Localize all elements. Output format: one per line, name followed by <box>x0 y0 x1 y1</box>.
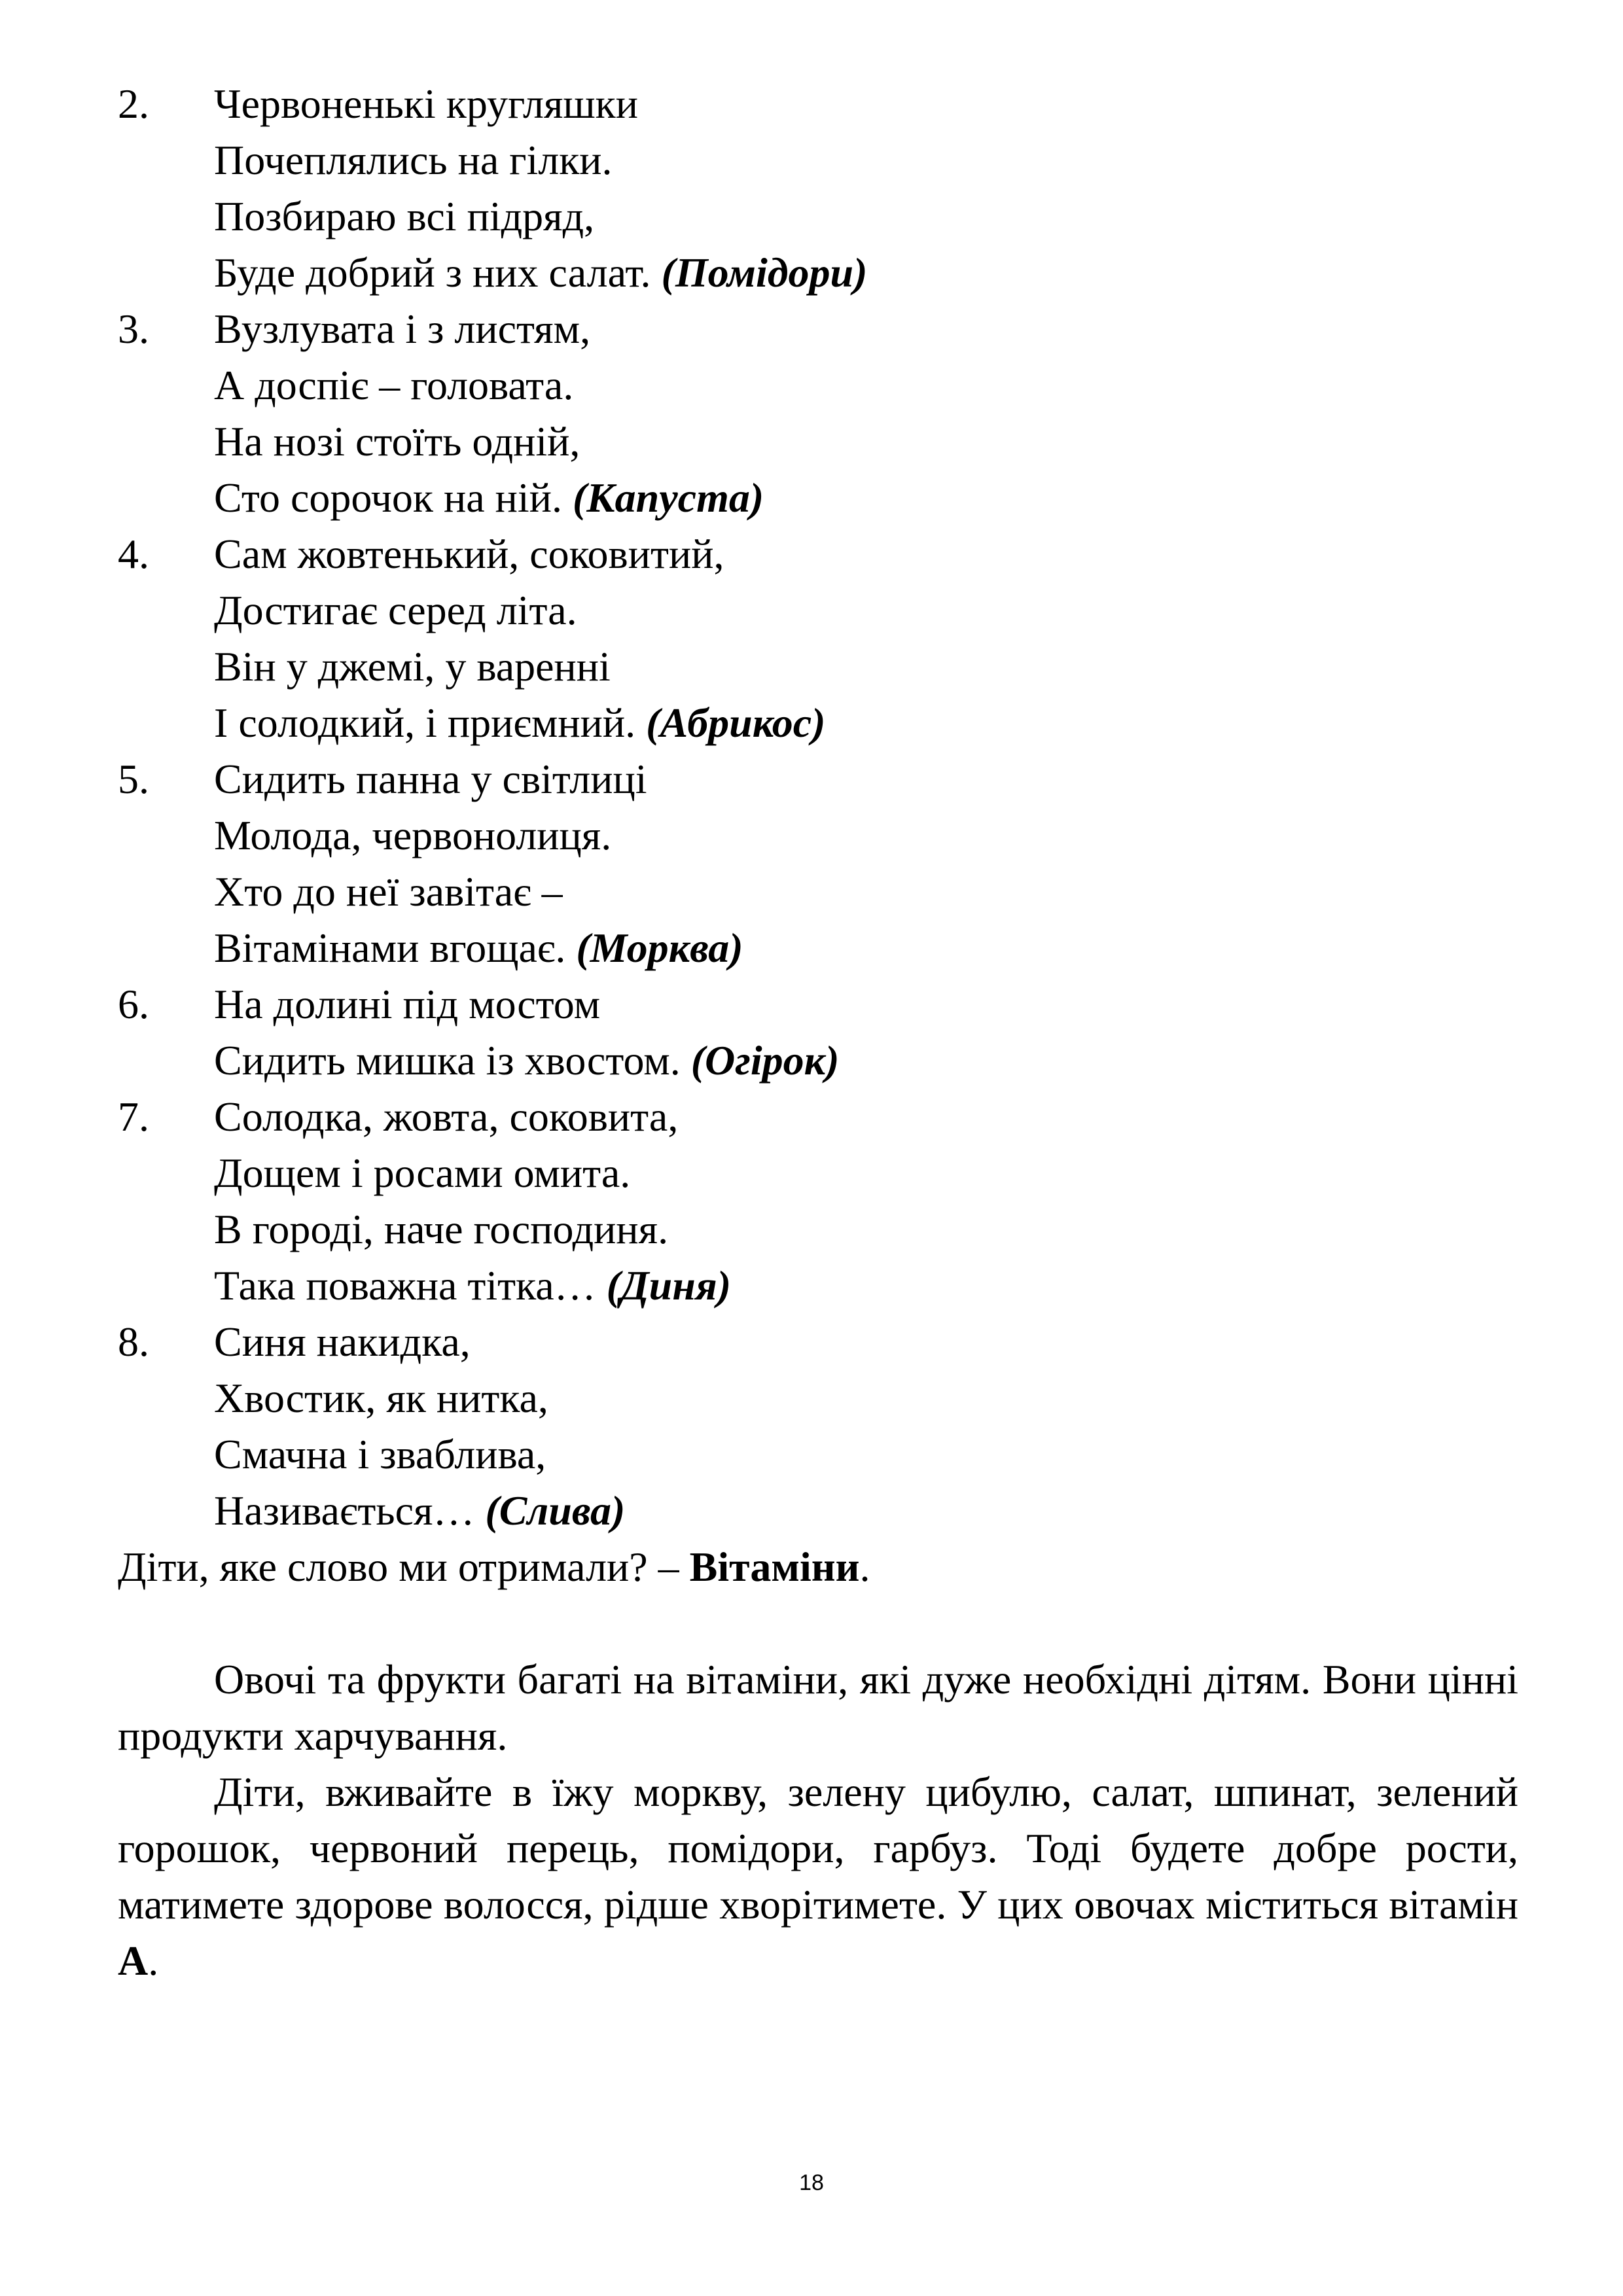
riddle-line-text: І солодкий, і приємний. <box>214 699 636 746</box>
riddle-line <box>118 1145 1518 1201</box>
riddle-number <box>118 1483 214 1539</box>
riddle-line-text: Хто до неї завітає – <box>214 868 563 915</box>
riddle-number <box>118 1258 214 1314</box>
riddle-number: 6. <box>118 981 149 1027</box>
riddle-line-text: Він у джемі, у варенні <box>214 643 611 690</box>
riddle-line-body <box>214 1258 1518 1314</box>
riddle-line-body <box>214 1483 1518 1539</box>
riddle-answer: (Морква) <box>576 925 743 971</box>
riddle <box>118 1089 1518 1314</box>
riddle-line <box>118 301 1518 357</box>
riddle-answer: (Огірок) <box>690 1037 840 1084</box>
riddle-number <box>118 1370 214 1426</box>
riddle-line <box>118 695 1518 751</box>
riddle-line <box>118 357 1518 414</box>
riddle-number <box>118 414 214 470</box>
riddle-number: 4. <box>118 531 149 577</box>
riddle-line-body <box>214 864 1518 920</box>
riddle-line-body <box>214 132 1518 188</box>
riddle-line-text: Смачна і зваблива, <box>214 1431 546 1477</box>
riddle-number: 8. <box>118 1318 149 1365</box>
riddle-line <box>118 132 1518 188</box>
riddle-line-text: Вітамінами вгощає. <box>214 925 566 971</box>
riddle-number <box>118 1201 214 1258</box>
riddle-line-body <box>214 1201 1518 1258</box>
riddle-line-body <box>214 470 1518 526</box>
riddle-line-body <box>214 807 1518 864</box>
riddle-line-body <box>214 920 1518 976</box>
riddle-line-body <box>214 1033 1518 1089</box>
riddle-line-text: А доспіє – головата. <box>214 362 574 408</box>
riddle-answer: (Слива) <box>485 1487 626 1534</box>
riddle-line-text: Сам жовтенький, соковитий, <box>214 531 724 577</box>
riddle-number <box>118 245 214 301</box>
riddle-line-text: На нозі стоїть одній, <box>214 418 580 465</box>
riddle-number <box>118 470 214 526</box>
riddle-line-body <box>214 188 1518 245</box>
riddle-number <box>118 357 214 414</box>
riddle-line <box>118 1201 1518 1258</box>
riddle-line-text: Називається… <box>214 1487 475 1534</box>
riddle-line-text: Буде добрий з них салат. <box>214 249 651 296</box>
riddle-line <box>118 1033 1518 1089</box>
riddle-line-body <box>214 1370 1518 1426</box>
riddle-number <box>118 132 214 188</box>
riddle-line <box>118 76 1518 132</box>
riddle-line-body <box>214 1314 1518 1370</box>
riddle-line <box>118 864 1518 920</box>
question-end: . <box>859 1544 870 1590</box>
paragraph-1: Овочі та фрукти багаті на вітаміни, які дуже необхідні дітям. Вони цінні продукти харчування. <box>118 1656 1518 1759</box>
question-text: Діти, яке слово ми отримали? – <box>118 1544 690 1590</box>
riddle <box>118 526 1518 751</box>
paragraph-2 <box>118 1764 1518 1989</box>
riddle-line <box>118 1426 1518 1483</box>
riddle-line-text: Сто сорочок на ній. <box>214 474 562 521</box>
riddle-number <box>118 864 214 920</box>
riddle-line-text: Солодка, жовта, соковита, <box>214 1093 679 1140</box>
question-line <box>118 1539 1518 1595</box>
riddle-line <box>118 1089 1518 1145</box>
riddle-number <box>118 188 214 245</box>
riddle-line <box>118 582 1518 639</box>
riddle-line-body <box>214 639 1518 695</box>
question-answer: Вітаміни <box>689 1544 860 1590</box>
riddle-line-text: Достигає серед літа. <box>214 587 577 633</box>
riddle-line-text: В городі, наче господиня. <box>214 1206 669 1252</box>
riddle-line-body <box>214 582 1518 639</box>
riddle-answer: (Капуста) <box>572 474 764 521</box>
riddle-line-text: Така поважна тітка… <box>214 1262 596 1309</box>
riddle-line-text: Хвостик, як нитка, <box>214 1375 548 1421</box>
riddle-line-body <box>214 414 1518 470</box>
riddle-answer: (Абрикос) <box>646 699 826 746</box>
riddle-line-text: Сидить мишка із хвостом. <box>214 1037 681 1084</box>
riddle-number <box>118 1145 214 1201</box>
riddle-line-body <box>214 751 1518 807</box>
riddle-line-body <box>214 695 1518 751</box>
riddle-line-body <box>214 526 1518 582</box>
riddle <box>118 76 1518 301</box>
riddle-line-text: На долині під мостом <box>214 981 601 1027</box>
riddle-line-text: Молода, червонолиця. <box>214 812 612 858</box>
riddle-line <box>118 414 1518 470</box>
riddle-line-text: Синя накидка, <box>214 1318 471 1365</box>
riddle-list <box>118 76 1518 1539</box>
riddle-line <box>118 1258 1518 1314</box>
riddle-line-body <box>214 1145 1518 1201</box>
riddle-number: 7. <box>118 1093 149 1140</box>
document-page <box>118 76 1518 1989</box>
riddle-number <box>118 920 214 976</box>
paragraph-2-end: . <box>148 1937 159 1984</box>
riddle-line <box>118 751 1518 807</box>
riddle-number <box>118 1033 214 1089</box>
riddle-line-text: Вузлувата і з листям, <box>214 306 591 352</box>
riddle-line-body <box>214 301 1518 357</box>
riddle-number <box>118 639 214 695</box>
riddle-line <box>118 807 1518 864</box>
paragraph-2-text: Діти, вживайте в їжу моркву, зелену цибулю, салат, шпинат, зелений горошок, червоний перець, помідори, гарбуз. Тоді будете добре рости, матимете здорове волосся, рідше хворітимете. У цих овочах міститься вітамін <box>118 1769 1518 1928</box>
riddle-number: 5. <box>118 756 149 802</box>
riddle-number <box>118 582 214 639</box>
riddle-line-text: Позбираю всі підряд, <box>214 193 595 239</box>
riddle-line-text: Дощем і росами омита. <box>214 1150 631 1196</box>
riddle-line <box>118 470 1518 526</box>
riddle-answer: (Помідори) <box>661 249 868 296</box>
riddle-line-body <box>214 76 1518 132</box>
riddle <box>118 301 1518 526</box>
riddle-line <box>118 920 1518 976</box>
riddle-line-body <box>214 1426 1518 1483</box>
riddle <box>118 976 1518 1089</box>
riddle-line <box>118 1314 1518 1370</box>
riddle-line <box>118 1483 1518 1539</box>
riddle-line-text: Червоненькі кругляшки <box>214 80 638 127</box>
riddle-line <box>118 245 1518 301</box>
riddle-line-text: Почеплялись на гілки. <box>214 137 613 183</box>
riddle-line-body <box>214 357 1518 414</box>
riddle-line-body <box>214 976 1518 1033</box>
vitamin-letter: А <box>118 1937 149 1984</box>
riddle-line-body <box>214 1089 1518 1145</box>
riddle-number <box>118 695 214 751</box>
riddle-line <box>118 526 1518 582</box>
riddle-number <box>118 1426 214 1483</box>
riddle <box>118 1314 1518 1539</box>
riddle <box>118 751 1518 976</box>
riddle-number <box>118 807 214 864</box>
riddle-number: 3. <box>118 306 149 352</box>
riddle-line <box>118 1370 1518 1426</box>
riddle-line <box>118 639 1518 695</box>
riddle-line <box>118 976 1518 1033</box>
riddle-line-body <box>214 245 1518 301</box>
riddle-number: 2. <box>118 80 149 127</box>
riddle-line-text: Сидить панна у світлиці <box>214 756 647 802</box>
riddle-line <box>118 188 1518 245</box>
page-number: 18 <box>799 2170 824 2195</box>
riddle-answer: (Диня) <box>606 1262 732 1309</box>
